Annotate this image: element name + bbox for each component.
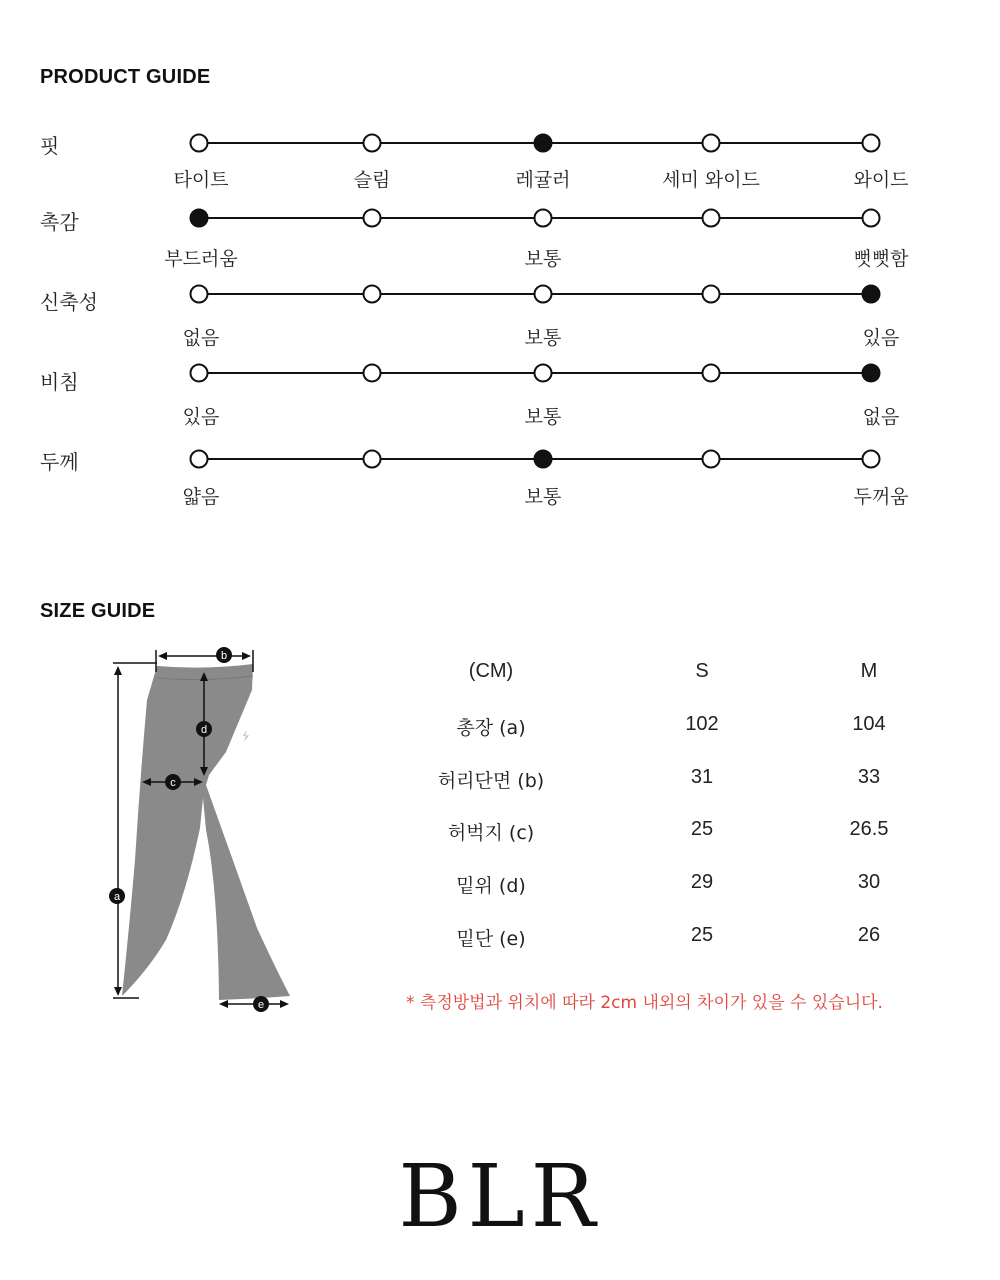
- scale-dot-sheerness: [534, 364, 553, 383]
- table-cell: 33: [857, 766, 881, 788]
- marker-c: c: [170, 777, 176, 789]
- scale-label-sheerness: 보통: [524, 406, 562, 428]
- scale-dot-thickness: [862, 450, 881, 469]
- scale-dot-stretch: [534, 285, 553, 304]
- table-header: (CM): [468, 660, 514, 682]
- row-label-texture: 촉감: [40, 210, 79, 234]
- scale-dot-fit: [702, 134, 721, 153]
- scale-label-sheerness: 있음: [182, 406, 220, 428]
- table-cell: 25: [690, 924, 714, 946]
- table-cell: 25: [690, 818, 714, 840]
- scale-dot-texture: [363, 209, 382, 228]
- scale-dot-texture: [702, 209, 721, 228]
- scale-dot-selected-thickness: [534, 450, 553, 469]
- table-cell: 26.5: [849, 818, 889, 840]
- scale-dot-sheerness: [702, 364, 721, 383]
- scale-label-texture: 부드러움: [164, 248, 238, 270]
- scale-label-fit: 타이트: [173, 169, 229, 191]
- table-header: S: [695, 660, 709, 682]
- scale-label-texture: 뻣뻣함: [853, 248, 909, 270]
- scale-label-texture: 보통: [524, 248, 562, 270]
- marker-a: a: [113, 891, 121, 903]
- marker-b: b: [220, 650, 228, 662]
- scale-label-fit: 슬림: [353, 169, 391, 191]
- row-label-thickness: 두께: [40, 450, 79, 474]
- scale-dot-sheerness: [363, 364, 382, 383]
- scale-label-thickness: 얇음: [182, 486, 220, 508]
- table-row-label: 밑단 (e): [456, 928, 526, 950]
- product-guide-title: PRODUCT GUIDE: [40, 66, 211, 88]
- scale-label-fit: 레귤러: [515, 169, 571, 191]
- scale-dot-fit: [363, 134, 382, 153]
- scale-label-stretch: 있음: [862, 327, 900, 349]
- scale-label-stretch: 보통: [524, 327, 562, 349]
- table-row-label: 허리단면 (b): [437, 770, 545, 792]
- scale-dot-stretch: [702, 285, 721, 304]
- scale-dot-selected-sheerness: [862, 364, 881, 383]
- scale-dot-stretch: [363, 285, 382, 304]
- scale-dot-thickness: [702, 450, 721, 469]
- scale-label-stretch: 없음: [182, 327, 220, 349]
- row-label-fit: 핏: [40, 134, 60, 158]
- scale-label-fit: 와이드: [853, 169, 909, 191]
- table-header: M: [860, 660, 878, 682]
- measurement-note: * 측정방법과 위치에 따라 2cm 내외의 차이가 있을 수 있습니다.: [406, 993, 883, 1013]
- table-row-label: 총장 (a): [456, 717, 526, 739]
- pants-silhouette: [122, 664, 290, 1000]
- scale-label-thickness: 두꺼움: [853, 486, 909, 508]
- table-row-label: 밑위 (d): [456, 875, 526, 897]
- scale-label-thickness: 보통: [524, 486, 562, 508]
- table-cell: 102: [685, 713, 719, 735]
- scale-dot-selected-fit: [534, 134, 553, 153]
- size-guide-title: SIZE GUIDE: [40, 600, 156, 622]
- logo-text: BLR: [398, 1147, 602, 1247]
- marker-d: d: [200, 724, 208, 736]
- table-row-label: 허벅지 (c): [447, 822, 535, 844]
- marker-e: e: [257, 999, 265, 1011]
- table-cell: 30: [857, 871, 881, 893]
- table-cell: 26: [857, 924, 881, 946]
- pants-measurement-diagram: [0, 0, 320, 1030]
- table-cell: 29: [690, 871, 714, 893]
- scale-label-fit: 세미 와이드: [662, 169, 760, 191]
- table-cell: 31: [690, 766, 714, 788]
- scale-dot-fit: [862, 134, 881, 153]
- scale-label-sheerness: 없음: [862, 406, 900, 428]
- scale-dot-thickness: [363, 450, 382, 469]
- table-cell: 104: [852, 713, 886, 735]
- scale-dot-selected-stretch: [862, 285, 881, 304]
- row-label-stretch: 신축성: [40, 290, 98, 314]
- row-label-sheerness: 비침: [40, 370, 79, 394]
- scale-dot-texture: [534, 209, 553, 228]
- scale-dot-texture: [862, 209, 881, 228]
